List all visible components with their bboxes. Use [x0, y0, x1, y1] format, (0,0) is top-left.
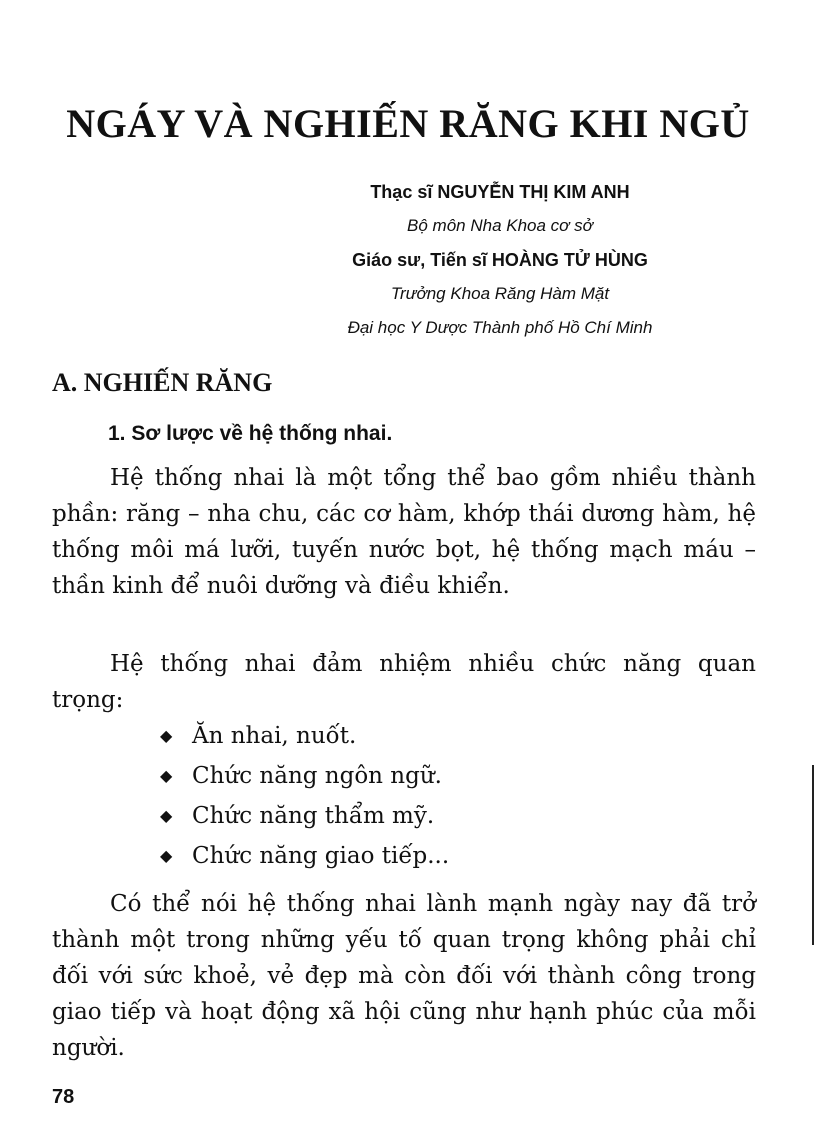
list-item	[160, 758, 449, 798]
list-item	[160, 798, 449, 838]
paragraph-3: Có thể nói hệ thống nhai lành mạnh ngày nay đã trở thành một trong những yếu tố quan trọng không phải chỉ đối với sức khoẻ, vẻ đẹp mà còn đối với thành công trong giao tiếp và hoạt động xã hội cũng như hạnh phúc của mỗi người.	[52, 891, 756, 1061]
list-item-text: Ăn nhai, nuốt.	[192, 723, 357, 749]
author-1-affiliation: Bộ môn Nha Khoa cơ sở	[407, 216, 593, 235]
bullet-icon: ◆	[160, 766, 173, 785]
list-item-text: Chức năng ngôn ngữ.	[192, 763, 442, 789]
bullet-icon: ◆	[160, 806, 173, 825]
author-1-name: Thạc sĩ NGUYỄN THỊ KIM ANH	[370, 182, 630, 202]
paragraph-2: Hệ thống nhai đảm nhiệm nhiều chức năng quan trọng:	[52, 651, 756, 713]
bullet-icon: ◆	[160, 846, 173, 865]
chapter-title: NGÁY VÀ NGHIẾN RĂNG KHI NGỦ	[66, 101, 750, 146]
page-number: 78	[52, 1086, 75, 1108]
section-heading: A. NGHIẾN RĂNG	[52, 368, 273, 397]
list-item	[160, 838, 449, 878]
author-2-affiliation: Trưởng Khoa Răng Hàm Mặt	[390, 284, 610, 303]
bullet-icon: ◆	[160, 726, 173, 745]
scan-edge-mark	[812, 765, 814, 945]
list-item	[160, 718, 449, 758]
author-block	[290, 175, 710, 345]
paragraph-1: Hệ thống nhai là một tổng thể bao gồm nhiều thành phần: răng – nha chu, các cơ hàm, khớp thái dương hàm, hệ thống môi má lưỡi, tuyến nước bọt, hệ thống mạch máu – thần kinh để nuôi dưỡng và điều khiển.	[52, 465, 756, 599]
function-list	[160, 718, 449, 878]
list-item-text: Chức năng thẩm mỹ.	[192, 803, 435, 829]
author-2-name: Giáo sư, Tiến sĩ HOÀNG TỬ HÙNG	[352, 250, 648, 270]
subsection-heading: 1. Sơ lược về hệ thống nhai.	[108, 422, 393, 445]
list-item-text: Chức năng giao tiếp...	[192, 843, 450, 869]
author-2-institution: Đại học Y Dược Thành phố Hồ Chí Minh	[347, 318, 653, 337]
